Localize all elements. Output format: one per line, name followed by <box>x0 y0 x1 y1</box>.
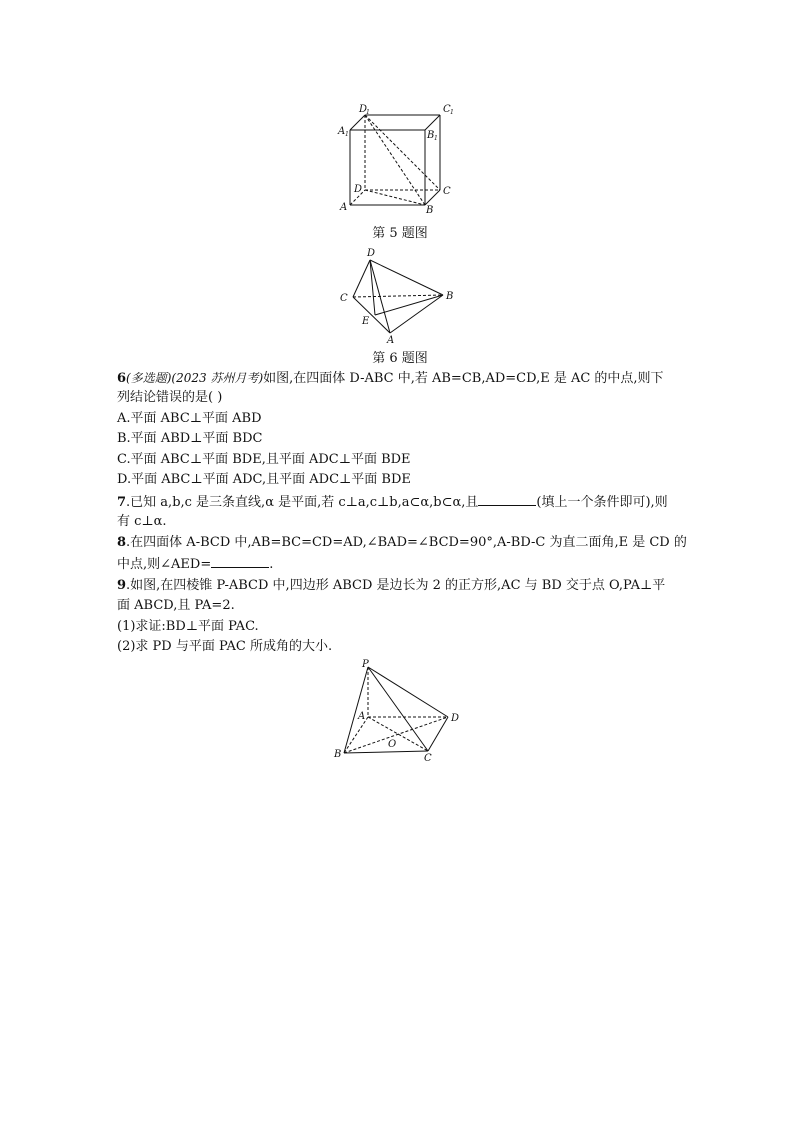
figure-9-pyramid <box>330 655 470 765</box>
figure-6-caption: 第 6 题图 <box>372 351 428 366</box>
answer-blank[interactable] <box>478 492 536 506</box>
question-8-line2: 中点,则∠AED= . <box>117 554 273 575</box>
question-6-line2: 列结论错误的是( ) <box>117 390 223 405</box>
label-A: A <box>387 335 395 345</box>
svg-text:1: 1 <box>450 109 454 116</box>
label-P: P <box>362 659 369 670</box>
question-9-part2: (2)求 PD 与平面 PAC 所成角的大小. <box>117 639 333 654</box>
option-a: A.平面 ABC⊥平面 ABD <box>117 411 262 426</box>
label-A1: A <box>338 126 346 137</box>
question-number: 6 <box>117 371 127 386</box>
label-C: C <box>340 293 348 304</box>
label-D: D <box>451 713 460 724</box>
question-9-part1: (1)求证:BD⊥平面 PAC. <box>117 619 259 634</box>
label-C: C <box>443 186 451 197</box>
question-8-line1: 8.在四面体 A-BCD 中,AB=BC=CD=AD,∠BAD=∠BCD=90°,A-BD-C 为直二面角,E 是 CD 的 <box>117 535 687 550</box>
option-d: D.平面 ABC⊥平面 ADC,且平面 ADC⊥平面 BDE <box>117 472 411 487</box>
figure-6-tetrahedron <box>335 245 465 345</box>
question-7-line1: 7.已知 a,b,c 是三条直线,α 是平面,若 c⊥a,c⊥b,a⊂α,b⊂α,且 (填上一个条件即可),则 <box>117 492 668 513</box>
question-number: 9 <box>117 578 127 593</box>
question-7-line2: 有 c⊥α. <box>117 514 167 529</box>
label-A: A <box>358 711 366 722</box>
label-D1: D <box>359 104 368 115</box>
label-O: O <box>388 739 397 750</box>
svg-text:1: 1 <box>366 109 370 116</box>
label-C: C <box>424 753 432 764</box>
question-tag: (多选题)(2023 苏州月考) <box>126 371 264 385</box>
label-E: E <box>362 316 370 327</box>
question-text: 如图,在四面体 D-ABC 中,若 AB=CB,AD=CD,E 是 AC 的中点,则下 <box>263 371 664 386</box>
label-B1: B <box>427 130 435 141</box>
label-B: B <box>426 205 434 216</box>
label-B: B <box>334 749 342 760</box>
svg-text:1: 1 <box>345 131 349 138</box>
label-D: D <box>354 184 363 195</box>
question-9-line1: 9.如图,在四棱锥 P-ABCD 中,四边形 ABCD 是边长为 2 的正方形,AC 与 BD 交于点 O,PA⊥平 <box>117 578 666 593</box>
label-D: D <box>367 248 376 259</box>
option-b: B.平面 ABD⊥平面 BDC <box>117 431 263 446</box>
question-number: 7 <box>117 495 127 510</box>
figure-5-cube <box>330 100 470 220</box>
svg-text:1: 1 <box>434 135 438 142</box>
label-A: A <box>340 202 348 213</box>
figure-5-caption: 第 5 题图 <box>372 226 428 241</box>
question-number: 8 <box>117 535 127 550</box>
label-B: B <box>446 291 454 302</box>
option-c: C.平面 ABC⊥平面 BDE,且平面 ADC⊥平面 BDE <box>117 452 411 467</box>
label-C1: C <box>443 104 451 115</box>
answer-blank[interactable] <box>211 554 269 568</box>
question-6-line1 <box>117 368 664 389</box>
question-9-line2: 面 ABCD,且 PA=2. <box>117 598 235 613</box>
